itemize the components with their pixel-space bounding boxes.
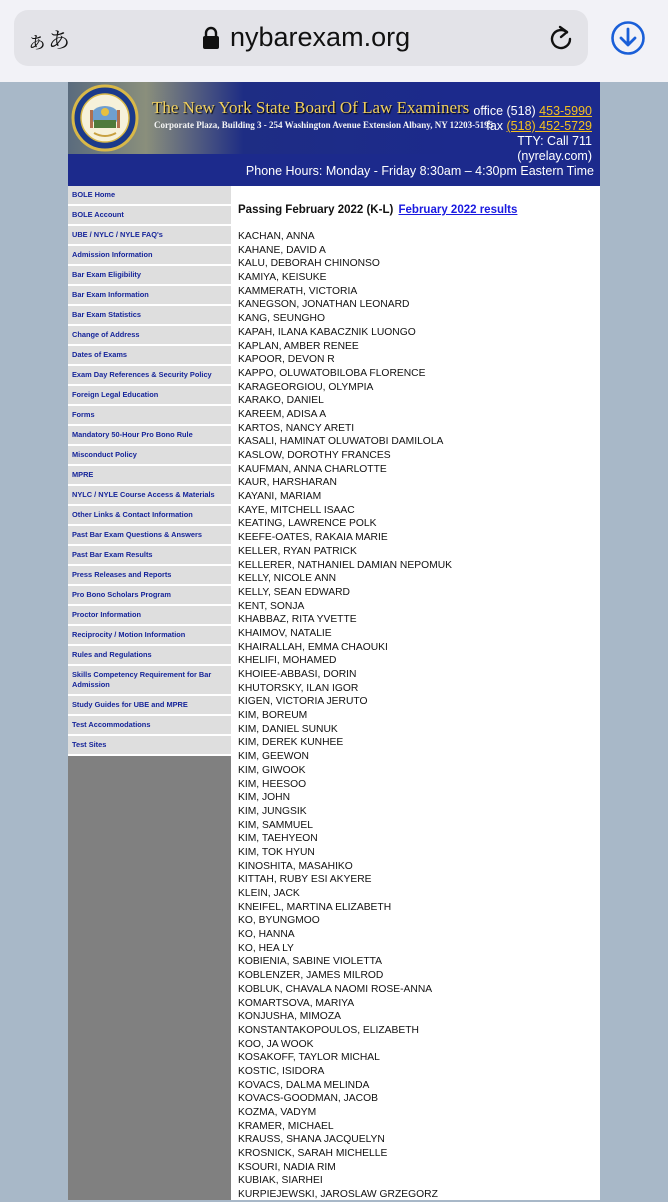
- list-item: KAREEM, ADISA A: [238, 408, 327, 420]
- list-item: KOVACS, DALMA MELINDA: [238, 1079, 370, 1091]
- list-item: KAMMERATH, VICTORIA: [238, 285, 358, 297]
- list-item: KIM, JOHN: [238, 792, 291, 804]
- sidebar-item-exam-day-references-security-policy[interactable]: Exam Day References & Security Policy: [68, 366, 231, 386]
- site-title: The New York State Board Of Law Examiners: [152, 98, 470, 117]
- list-item: KIM, SAMMUEL: [238, 819, 313, 831]
- list-item: KOVACS-GOODMAN, JACOB: [238, 1093, 378, 1105]
- url-text[interactable]: nybarexam.org: [230, 22, 411, 52]
- reload-icon[interactable]: [546, 24, 576, 54]
- list-item: KIM, DANIEL SUNUK: [238, 723, 338, 735]
- sidebar-item-bole-home[interactable]: BOLE Home: [68, 186, 231, 206]
- list-item: KO, HEA LY: [238, 942, 294, 954]
- list-item: KAHANE, DAVID A: [238, 244, 326, 256]
- passing-names-list: [238, 230, 452, 1202]
- list-item: KIM, TAEHYEON: [238, 833, 318, 845]
- office-label: office (518): [473, 104, 536, 118]
- list-item: KO, HANNA: [238, 929, 295, 941]
- list-item: KIM, HEESOO: [238, 778, 307, 790]
- sidebar-item-dates-of-exams[interactable]: Dates of Exams: [68, 346, 231, 366]
- list-item: KHOIEE-ABBASI, DORIN: [238, 669, 357, 680]
- sidebar-item-misconduct-policy[interactable]: Misconduct Policy: [68, 446, 231, 466]
- list-item: KELLERER, NATHANIEL DAMIAN NEPOMUK: [238, 559, 452, 571]
- list-item: KELLER, RYAN PATRICK: [238, 545, 357, 557]
- sidebar-item-mpre[interactable]: MPRE: [68, 466, 231, 486]
- list-item: KHELIFI, MOHAMED: [238, 655, 337, 667]
- list-item: KHUTORSKY, ILAN IGOR: [238, 682, 359, 694]
- list-item: KRAMER, MICHAEL: [238, 1120, 334, 1132]
- list-item: KIM, GEEWON: [238, 751, 309, 763]
- list-item: KARAGEORGIOU, OLYMPIA: [238, 381, 374, 393]
- sidebar-item-rules-and-regulations[interactable]: Rules and Regulations: [68, 646, 231, 666]
- list-item: KURPIEJEWSKI, JAROSLAW GRZEGORZ: [238, 1189, 438, 1201]
- text-size-button[interactable]: ぁあ: [26, 29, 71, 54]
- page-title: Passing February 2022 (K-L): [238, 204, 394, 216]
- list-item: KAYE, MITCHELL ISAAC: [238, 504, 355, 516]
- list-item: KIGEN, VICTORIA JERUTO: [238, 696, 368, 708]
- sidebar-item-press-releases-and-reports[interactable]: Press Releases and Reports: [68, 566, 231, 586]
- fax-label: fax: [486, 119, 504, 133]
- list-item: KHAIMOV, NATALIE: [238, 627, 332, 639]
- list-item: KELLY, NICOLE ANN: [238, 573, 337, 585]
- sidebar-nav: [68, 186, 231, 1200]
- list-item: KAPOOR, DEVON R: [238, 354, 335, 366]
- list-item: KHABBAZ, RITA YVETTE: [238, 614, 357, 626]
- list-item: KUBIAK, SIARHEI: [238, 1175, 323, 1187]
- list-item: KALU, DEBORAH CHINONSO: [238, 258, 380, 270]
- list-item: KASLOW, DOROTHY FRANCES: [238, 450, 391, 461]
- fax-link[interactable]: (518) 452-5729: [506, 119, 592, 133]
- list-item: KOO, JA WOOK: [238, 1038, 314, 1050]
- sidebar-item-admission-information[interactable]: Admission Information: [68, 246, 231, 266]
- list-item: KEATING, LAWRENCE POLK: [238, 518, 377, 530]
- sidebar-item-ube-nylc-nyle-faq-s[interactable]: UBE / NYLC / NYLE FAQ's: [68, 226, 231, 246]
- sidebar-item-mandatory-50-hour-pro-bono-rule[interactable]: Mandatory 50-Hour Pro Bono Rule: [68, 426, 231, 446]
- sidebar-item-forms[interactable]: Forms: [68, 406, 231, 426]
- sidebar-item-reciprocity-motion-information[interactable]: Reciprocity / Motion Information: [68, 626, 231, 646]
- list-item: KOZMA, VADYM: [238, 1107, 317, 1118]
- sidebar-item-test-accommodations[interactable]: Test Accommodations: [68, 716, 231, 736]
- download-icon[interactable]: [610, 20, 646, 56]
- list-item: KROSNICK, SARAH MICHELLE: [238, 1148, 388, 1160]
- contact-info: [473, 104, 592, 164]
- list-item: KAUFMAN, ANNA CHARLOTTE: [238, 463, 387, 475]
- header-banner: [68, 82, 494, 154]
- list-item: KNEIFEL, MARTINA ELIZABETH: [238, 901, 392, 913]
- list-item: KAPPO, OLUWATOBILOBA FLORENCE: [238, 367, 426, 379]
- sidebar-item-skills-competency-requirement-for-bar-admission[interactable]: Skills Competency Requirement for Bar Admission: [68, 666, 231, 696]
- list-item: KINOSHITA, MASAHIKO: [238, 860, 353, 872]
- list-item: KO, BYUNGMOO: [238, 915, 320, 927]
- list-item: KASALI, HAMINAT OLUWATOBI DAMILOLA: [238, 436, 444, 448]
- sidebar-item-past-bar-exam-questions-answers[interactable]: Past Bar Exam Questions & Answers: [68, 526, 231, 546]
- tty-info: TTY: Call 711: [517, 134, 592, 148]
- list-item: KOBLENZER, JAMES MILROD: [238, 970, 384, 982]
- list-item: KELLY, SEAN EDWARD: [238, 586, 350, 598]
- state-seal-icon: [70, 84, 140, 152]
- list-item: KARTOS, NANCY ARETI: [238, 422, 355, 434]
- web-page: [68, 82, 600, 1200]
- list-item: KACHAN, ANNA: [238, 231, 315, 242]
- sidebar-item-past-bar-exam-results[interactable]: Past Bar Exam Results: [68, 546, 231, 566]
- list-item: KANG, SEUNGHO: [238, 313, 325, 325]
- results-heading: [238, 204, 517, 216]
- list-item: KOBLUK, CHAVALA NAOMI ROSE-ANNA: [238, 983, 433, 995]
- list-item: KEEFE-OATES, RAKAIA MARIE: [238, 532, 388, 544]
- sidebar-item-bar-exam-eligibility[interactable]: Bar Exam Eligibility: [68, 266, 231, 286]
- sidebar-item-nylc-nyle-course-access-materials[interactable]: NYLC / NYLE Course Access & Materials: [68, 486, 231, 506]
- browser-toolbar: [0, 0, 668, 82]
- sidebar-item-other-links-contact-information[interactable]: Other Links & Contact Information: [68, 506, 231, 526]
- sidebar-item-pro-bono-scholars-program[interactable]: Pro Bono Scholars Program: [68, 586, 231, 606]
- list-item: KIM, BOREUM: [238, 710, 308, 722]
- office-phone-link[interactable]: 453-5990: [539, 104, 592, 118]
- list-item: KARAKO, DANIEL: [238, 395, 324, 407]
- results-link[interactable]: February 2022 results: [398, 204, 518, 216]
- list-item: KAYANI, MARIAM: [238, 491, 322, 503]
- site-address: Corporate Plaza, Building 3 - 254 Washington Avenue Extension Albany, NY 12203-5195: [154, 120, 494, 130]
- site-header: [68, 82, 600, 186]
- list-item: KAPLAN, AMBER RENEE: [238, 340, 359, 352]
- list-item: KONSTANTAKOPOULOS, ELIZABETH: [238, 1024, 419, 1036]
- list-item: KIM, JUNGSIK: [238, 805, 307, 817]
- list-item: KLEIN, JACK: [238, 888, 300, 899]
- lock-icon: [202, 26, 220, 50]
- list-item: KANEGSON, JONATHAN LEONARD: [238, 299, 410, 311]
- list-item: KITTAH, RUBY ESI AKYERE: [238, 874, 372, 886]
- sidebar-item-bole-account[interactable]: BOLE Account: [68, 206, 231, 226]
- phone-hours: Phone Hours: Monday - Friday 8:30am – 4:30pm Eastern Time: [245, 164, 594, 178]
- sidebar-item-change-of-address[interactable]: Change of Address: [68, 326, 231, 346]
- sidebar-item-study-guides-for-ube-and-mpre[interactable]: Study Guides for UBE and MPRE: [68, 696, 231, 716]
- sidebar-item-test-sites[interactable]: Test Sites: [68, 736, 231, 756]
- list-item: KIM, GIWOOK: [238, 764, 306, 776]
- list-item: KAPAH, ILANA KABACZNIK LUONGO: [238, 326, 416, 338]
- list-item: KENT, SONJA: [238, 600, 305, 612]
- list-item: KAUR, HARSHARAN: [238, 477, 337, 489]
- list-item: KIM, TOK HYUN: [238, 846, 315, 858]
- list-item: KSOURI, NADIA RIM: [238, 1161, 336, 1173]
- list-item: KOSTIC, ISIDORA: [238, 1065, 325, 1077]
- list-item: KOBIENIA, SABINE VIOLETTA: [238, 956, 383, 968]
- sidebar-item-bar-exam-information[interactable]: Bar Exam Information: [68, 286, 231, 306]
- sidebar-item-proctor-information[interactable]: Proctor Information: [68, 606, 231, 626]
- sidebar-item-foreign-legal-education[interactable]: Foreign Legal Education: [68, 386, 231, 406]
- relay-info: (nyrelay.com): [517, 149, 592, 163]
- list-item: KHAIRALLAH, EMMA CHAOUKI: [238, 641, 388, 653]
- list-item: KOSAKOFF, TAYLOR MICHAL: [238, 1052, 380, 1064]
- sidebar-item-bar-exam-statistics[interactable]: Bar Exam Statistics: [68, 306, 231, 326]
- list-item: KAMIYA, KEISUKE: [238, 272, 327, 284]
- list-item: KRAUSS, SHANA JACQUELYN: [238, 1134, 385, 1146]
- address-bar[interactable]: [14, 10, 588, 66]
- list-item: KIM, DEREK KUNHEE: [238, 737, 344, 749]
- list-item: KONJUSHA, MIMOZA: [238, 1011, 341, 1023]
- list-item: KOMARTSOVA, MARIYA: [238, 997, 355, 1009]
